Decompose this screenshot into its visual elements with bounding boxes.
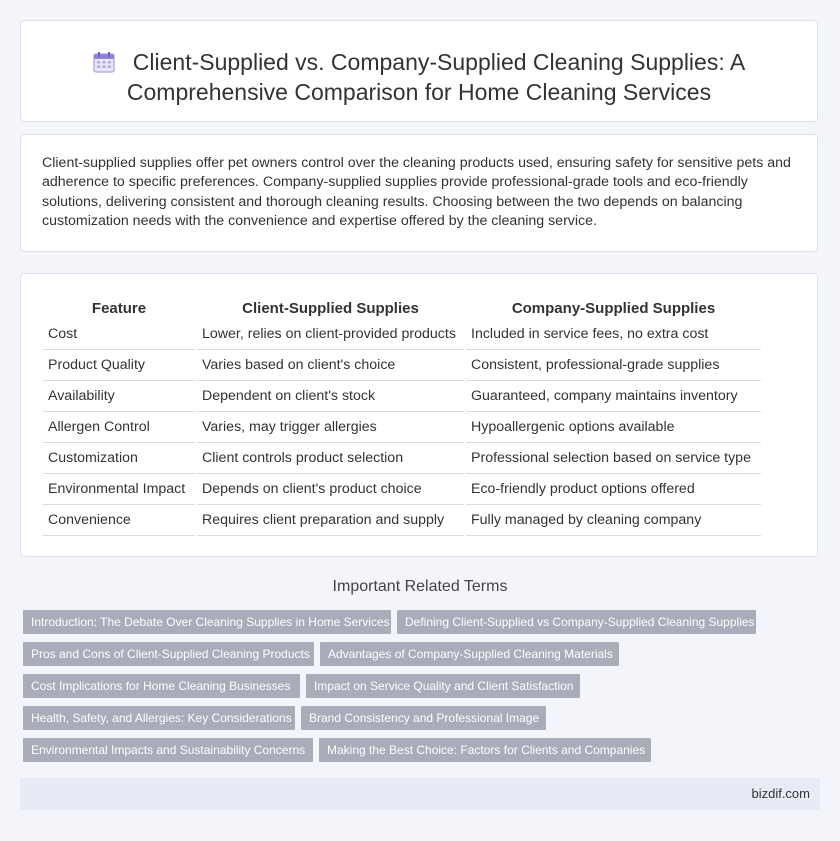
related-term-tag[interactable]: Environmental Impacts and Sustainability Concerns bbox=[23, 738, 313, 762]
table-cell: Convenience bbox=[43, 505, 196, 536]
related-term-tag[interactable]: Introduction: The Debate Over Cleaning Supplies in Home Services bbox=[23, 610, 391, 634]
table-cell: Eco-friendly product options offered bbox=[465, 474, 761, 505]
table-cell: Availability bbox=[43, 381, 196, 412]
column-header-feature: Feature bbox=[91, 299, 147, 317]
table-cell: Professional selection based on service type bbox=[465, 443, 761, 474]
related-terms-heading: Important Related Terms bbox=[332, 578, 508, 595]
calendar-icon bbox=[93, 51, 115, 73]
table-cell: Environmental Impact bbox=[43, 474, 196, 505]
related-term-tag[interactable]: Impact on Service Quality and Client Satisfaction bbox=[306, 674, 580, 698]
related-term-tag[interactable]: Health, Safety, and Allergies: Key Considerations bbox=[23, 706, 295, 730]
table-cell: Allergen Control bbox=[43, 412, 196, 443]
table-cell: Product Quality bbox=[43, 350, 196, 381]
column-header-client: Client-Supplied Supplies bbox=[196, 296, 465, 319]
page-title bbox=[21, 47, 817, 107]
related-term-tag[interactable]: Cost Implications for Home Cleaning Businesses bbox=[23, 674, 300, 698]
related-term-tag[interactable]: Defining Client-Supplied vs Company-Supplied Cleaning Supplies bbox=[397, 610, 756, 634]
table-row bbox=[43, 319, 761, 350]
table-row bbox=[43, 443, 761, 474]
table-row bbox=[43, 505, 761, 536]
table-cell: Guaranteed, company maintains inventory bbox=[465, 381, 761, 412]
related-term-tag[interactable]: Making the Best Choice: Factors for Clients and Companies bbox=[319, 738, 651, 762]
table-cell: Dependent on client's stock bbox=[196, 381, 465, 412]
table-cell: Consistent, professional-grade supplies bbox=[465, 350, 761, 381]
table-row bbox=[43, 350, 761, 381]
title-line-2: Comprehensive Comparison for Home Cleaning Services bbox=[126, 79, 712, 105]
table-cell: Depends on client's product choice bbox=[196, 474, 465, 505]
title-card bbox=[20, 20, 818, 122]
comparison-table bbox=[43, 296, 761, 536]
footer-site-link[interactable]: bizdif.com bbox=[751, 786, 810, 801]
related-term-tag[interactable]: Advantages of Company-Supplied Cleaning Materials bbox=[320, 642, 619, 666]
table-cell: Requires client preparation and supply bbox=[196, 505, 465, 536]
footer bbox=[20, 778, 820, 810]
intro-card bbox=[20, 134, 818, 252]
table-cell: Customization bbox=[43, 443, 196, 474]
table-cell: Varies based on client's choice bbox=[196, 350, 465, 381]
table-cell: Cost bbox=[43, 319, 196, 350]
title-line-1: Client-Supplied vs. Company-Supplied Cleaning Supplies: A bbox=[132, 49, 746, 75]
column-header-company: Company-Supplied Supplies bbox=[465, 296, 761, 319]
table-header-row bbox=[43, 296, 761, 319]
related-term-tag[interactable]: Pros and Cons of Client-Supplied Cleaning Products bbox=[23, 642, 314, 666]
related-term-tag[interactable]: Brand Consistency and Professional Image bbox=[301, 706, 546, 730]
table-cell: Varies, may trigger allergies bbox=[196, 412, 465, 443]
table-cell: Included in service fees, no extra cost bbox=[465, 319, 761, 350]
table-row bbox=[43, 412, 761, 443]
table-cell: Hypoallergenic options available bbox=[465, 412, 761, 443]
table-row bbox=[43, 474, 761, 505]
table-cell: Client controls product selection bbox=[196, 443, 465, 474]
comparison-card bbox=[20, 273, 818, 557]
table-cell: Lower, relies on client-provided products bbox=[196, 319, 465, 350]
table-cell: Fully managed by cleaning company bbox=[465, 505, 761, 536]
intro-paragraph: Client-supplied supplies offer pet owners control over the cleaning products used, ensuring safety for sensitive pets and adherence to specific preferences. Company-supplied supplies provide professional-grade tools and eco-friendly solutions, delivering consistent and thorough cleaning results. Choosing between the two depends on balancing customization needs with the convenience and expertise offered by the cleaning service. bbox=[42, 155, 791, 230]
table-row bbox=[43, 381, 761, 412]
